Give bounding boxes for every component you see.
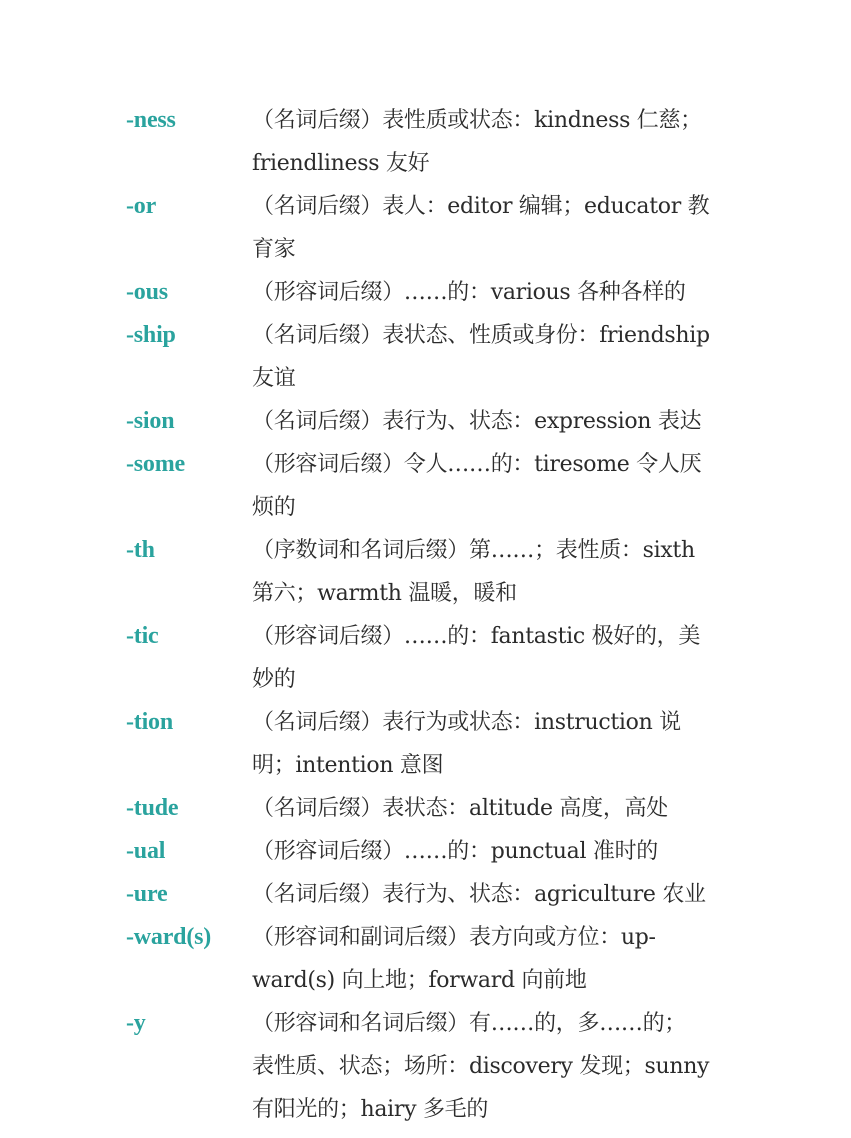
suffix-term: -ward(s) [126, 924, 212, 950]
suffix-definition [252, 529, 730, 615]
definition-line: （形容词和副词后缀）表方向或方位：up- [252, 925, 656, 950]
definition-line: ward(s) 向上地；forward 向前地 [252, 968, 587, 993]
definition-line: （序数词和名词后缀）第……；表性质：sixth [252, 538, 695, 563]
suffix-term: -sion [126, 408, 175, 434]
suffix-term: -or [126, 193, 157, 219]
suffix-definition [252, 400, 730, 443]
suffix-entry [0, 1002, 851, 1131]
definition-line: 烦的 [252, 495, 296, 520]
definition-line: （形容词后缀）令人……的：tiresome 令人厌 [252, 452, 702, 477]
suffix-term: -tude [126, 795, 179, 821]
suffix-entry [0, 271, 851, 314]
suffix-term: -th [126, 537, 155, 563]
definition-line: （名词后缀）表性质或状态：kindness 仁慈； [252, 108, 702, 133]
definition-line: 明；intention 意图 [252, 753, 444, 778]
definition-line: 友谊 [252, 366, 296, 391]
suffix-entry [0, 529, 851, 615]
definition-line: （名词后缀）表行为、状态：expression 表达 [252, 409, 702, 434]
suffix-entry [0, 314, 851, 400]
suffix-definition [252, 830, 730, 873]
definition-line: 表性质、状态；场所：discovery 发现；sunny [252, 1054, 710, 1079]
suffix-term: -tic [126, 623, 159, 649]
suffix-term: -ship [126, 322, 176, 348]
suffix-term: -y [126, 1010, 146, 1036]
suffix-entry [0, 400, 851, 443]
suffix-term: -some [126, 451, 185, 477]
suffix-entry [0, 185, 851, 271]
suffix-definition [252, 701, 730, 787]
definition-line: （名词后缀）表行为或状态：instruction 说 [252, 710, 681, 735]
suffix-definition [252, 787, 730, 830]
suffix-entry [0, 701, 851, 787]
suffix-definition [252, 443, 730, 529]
definition-line: （形容词后缀）……的：fantastic 极好的，美 [252, 624, 701, 649]
suffix-entry [0, 873, 851, 916]
suffix-term: -ous [126, 279, 168, 305]
suffix-definition [252, 1002, 730, 1131]
suffix-list [0, 99, 851, 1131]
suffix-definition [252, 615, 730, 701]
suffix-entry [0, 787, 851, 830]
suffix-definition [252, 314, 730, 400]
suffix-entry [0, 830, 851, 873]
definition-line: （形容词后缀）……的：punctual 准时的 [252, 839, 658, 864]
suffix-term: -ual [126, 838, 166, 864]
suffix-definition [252, 916, 730, 1002]
definition-line: 有阳光的；hairy 多毛的 [252, 1097, 489, 1122]
definition-line: （名词后缀）表状态、性质或身份：friendship [252, 323, 710, 348]
definition-line: （名词后缀）表状态：altitude 高度，高处 [252, 796, 668, 821]
suffix-definition [252, 873, 730, 916]
suffix-definition [252, 271, 730, 314]
definition-line: （名词后缀）表行为、状态：agriculture 农业 [252, 882, 706, 907]
definition-line: （形容词和名词后缀）有……的，多……的； [252, 1011, 687, 1036]
definition-line: （形容词后缀）……的：various 各种各样的 [252, 280, 686, 305]
suffix-entry [0, 615, 851, 701]
suffix-definition [252, 185, 730, 271]
definition-line: （名词后缀）表人：editor 编辑；educator 教 [252, 194, 710, 219]
suffix-entry [0, 443, 851, 529]
suffix-entry [0, 916, 851, 1002]
suffix-definition [252, 99, 730, 185]
suffix-term: -tion [126, 709, 174, 735]
definition-line: 妙的 [252, 667, 296, 692]
suffix-entry [0, 99, 851, 185]
definition-line: 第六；warmth 温暖，暖和 [252, 581, 517, 606]
definition-line: 育家 [252, 237, 296, 262]
suffix-term: -ness [126, 107, 176, 133]
definition-line: friendliness 友好 [252, 151, 430, 176]
suffix-term: -ure [126, 881, 168, 907]
